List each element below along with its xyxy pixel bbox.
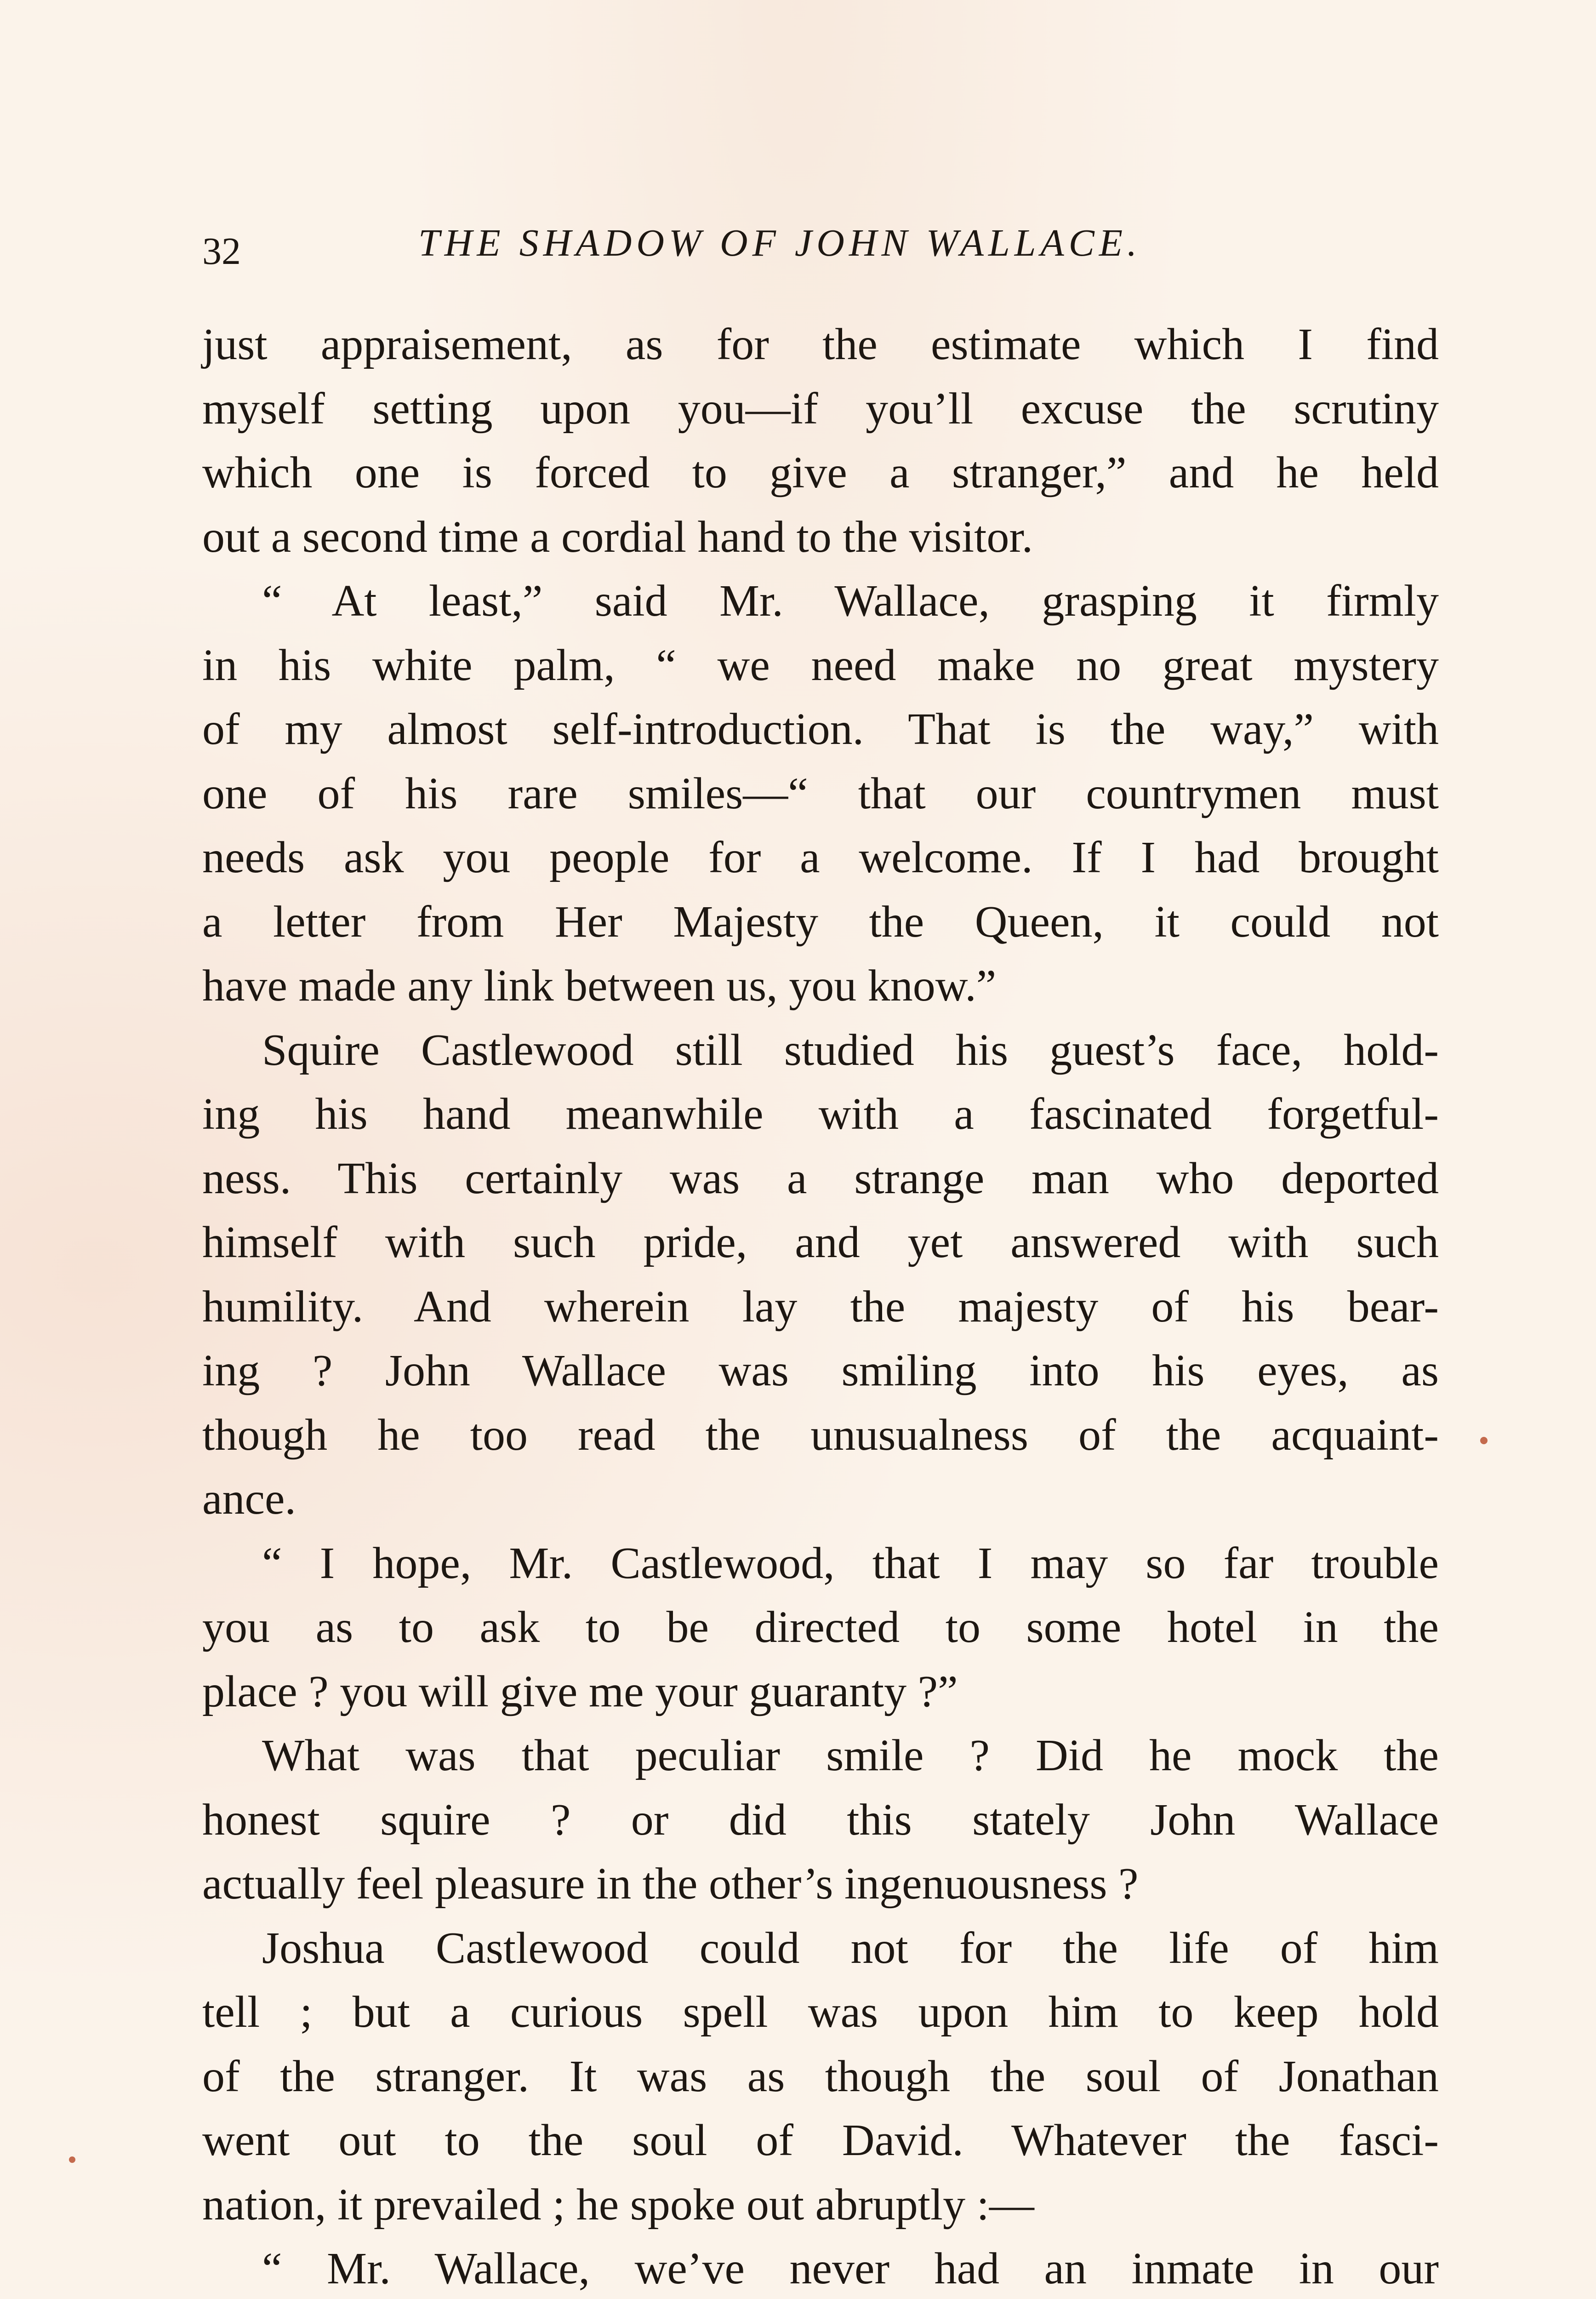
body-text — [202, 313, 1439, 2299]
text-line: place ? you will give me your guaranty ?” — [202, 1666, 958, 1716]
text-line: tell ; but a curious spell was upon him to keep hold — [202, 1987, 1439, 2037]
text-line: of the stranger. It was as though the soul of Jonathan — [202, 2051, 1439, 2101]
text-line: ing ? John Wallace was smiling into his eyes, as — [202, 1346, 1439, 1395]
text-line: though he too read the unusualness of the acquaint- — [202, 1410, 1439, 1460]
text-line: nation, it prevailed ; he spoke out abruptly :— — [202, 2179, 1034, 2230]
text-line: out a second time a cordial hand to the visitor. — [202, 512, 1033, 562]
text-line: Squire Castlewood still studied his guest’s face, hold- — [262, 1025, 1439, 1075]
text-line: one of his rare smiles—“ that our countrymen must — [202, 768, 1439, 818]
text-line: a letter from Her Majesty the Queen, it could not — [202, 897, 1439, 947]
text-line: in his white palm, “ we need make no great mystery — [202, 640, 1439, 690]
ink-speck — [69, 2156, 75, 2163]
text-line: Joshua Castlewood could not for the life of him — [262, 1923, 1439, 1973]
text-line: myself setting upon you—if you’ll excuse the scrutiny — [202, 383, 1439, 434]
text-line: have made any link between us, you know.” — [202, 961, 997, 1011]
text-line: “ I hope, Mr. Castlewood, that I may so far trouble — [262, 1538, 1439, 1588]
text-line: ness. This certainly was a strange man who deported — [202, 1153, 1439, 1203]
text-line: just appraisement, as for the estimate which I find — [202, 320, 1439, 369]
running-title: THE SHADOW OF JOHN WALLACE. — [418, 222, 1142, 264]
text-line: ing his hand meanwhile with a fascinated forgetful- — [202, 1089, 1439, 1139]
text-line: himself with such pride, and yet answered with such — [202, 1218, 1439, 1267]
text-line: you as to ask to be directed to some hotel in the — [202, 1602, 1439, 1652]
text-line: of my almost self-introduction. That is the way,” with — [202, 704, 1439, 754]
text-line: which one is forced to give a stranger,” and he held — [202, 448, 1439, 498]
text-line: humility. And wherein lay the majesty of his bear- — [202, 1281, 1439, 1332]
text-line: went out to the soul of David. Whatever the fasci- — [202, 2116, 1439, 2165]
text-line: ance. — [202, 1474, 296, 1524]
running-header — [202, 221, 1223, 285]
ink-speck — [1480, 1437, 1488, 1444]
text-line: needs ask you people for a welcome. If I had brought — [202, 833, 1439, 882]
page-number: 32 — [202, 230, 241, 273]
text-line: actually feel pleasure in the other’s ingenuousness ? — [202, 1859, 1139, 1909]
text-line: What was that peculiar smile ? Did he mock the — [262, 1731, 1439, 1780]
text-line: honest squire ? or did this stately John Wallace — [202, 1795, 1439, 1845]
text-line: “ At least,” said Mr. Wallace, grasping it firmly — [262, 576, 1439, 626]
text-line: “ Mr. Wallace, we’ve never had an inmate in our — [262, 2244, 1439, 2293]
